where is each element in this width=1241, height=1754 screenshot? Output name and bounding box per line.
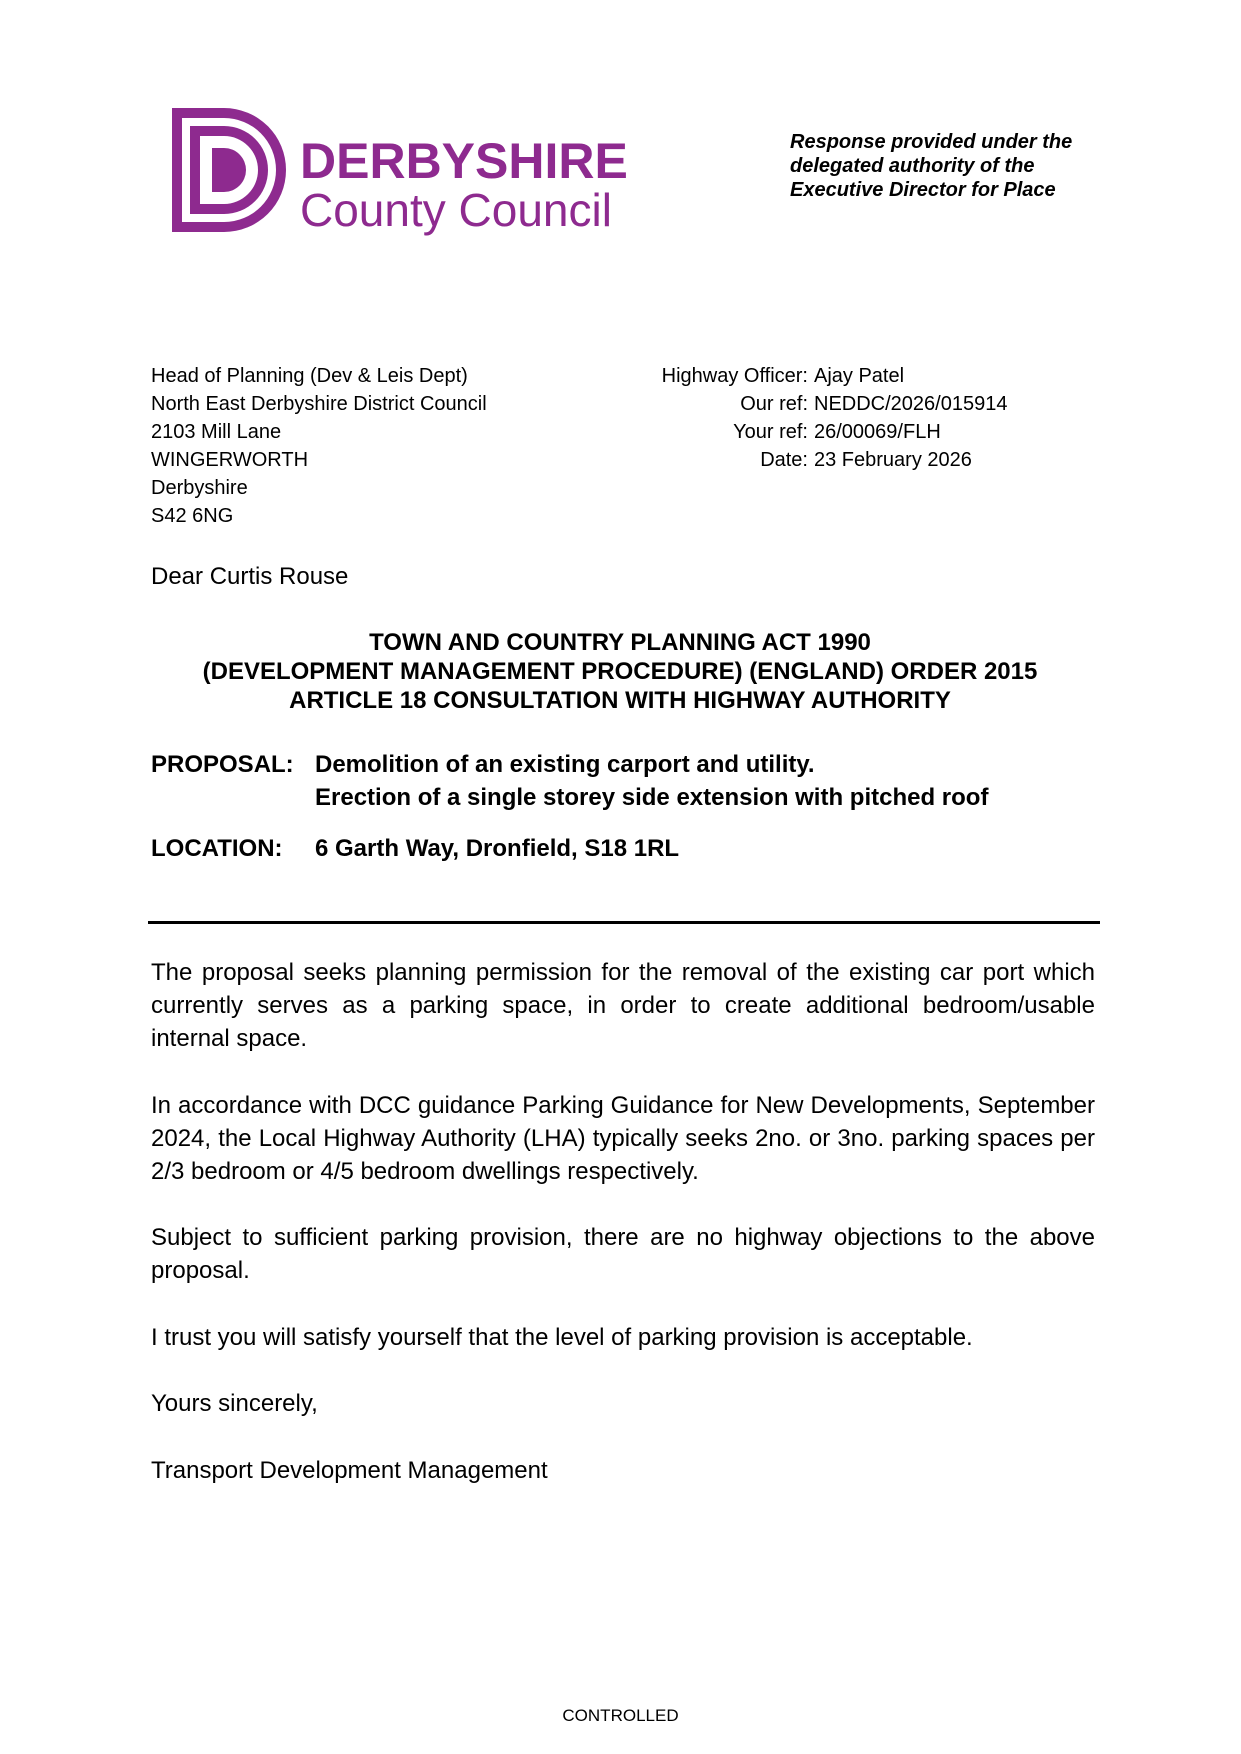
ref-value: 23 February 2026 [814, 449, 972, 471]
ref-label: Our ref: [740, 393, 808, 415]
proposal-line: Erection of a single storey side extension with pitched roof [315, 784, 989, 811]
derbyshire-logo [172, 108, 632, 238]
signature: Transport Development Management [151, 1457, 548, 1484]
ref-highway-officer [620, 362, 1015, 390]
reference-block [620, 362, 1015, 474]
authority-note-line: delegated authority of the [790, 155, 1035, 177]
authority-note-line: Response provided under the [790, 131, 1073, 153]
authority-note-line: Executive Director for Place [790, 179, 1056, 201]
closing: Yours sincerely, [151, 1390, 318, 1417]
address-line: North East Derbyshire District Council [151, 393, 487, 415]
ref-label: Highway Officer: [661, 365, 808, 387]
ref-value: Ajay Patel [814, 365, 905, 387]
address-line: S42 6NG [151, 505, 234, 527]
authority-note [790, 130, 1120, 202]
derbyshire-logo-mark [172, 108, 632, 238]
logo-line2: County Council [300, 184, 612, 236]
body-paragraph: Subject to sufficient parking provision, there are no highway objections to the above proposal. [151, 1224, 1095, 1284]
heading-line: (DEVELOPMENT MANAGEMENT PROCEDURE) (ENGLAND) ORDER 2015 [202, 658, 1038, 685]
address-line: 2103 Mill Lane [151, 421, 282, 443]
letter-heading [140, 628, 1100, 715]
proposal-label: PROPOSAL: [151, 751, 294, 778]
address-line: WINGERWORTH [151, 449, 309, 471]
ref-our-ref [620, 390, 1015, 418]
location-label: LOCATION: [151, 835, 283, 862]
proposal-line: Demolition of an existing carport and utility. [315, 751, 815, 778]
proposal-value [315, 748, 988, 814]
section-divider [148, 921, 1100, 924]
body-paragraph: I trust you will satisfy yourself that the level of parking provision is acceptable. [151, 1324, 973, 1351]
location-value: 6 Garth Way, Dronfield, S18 1RL [315, 835, 680, 862]
recipient-address [151, 362, 487, 530]
body-paragraph: The proposal seeks planning permission for the removal of the existing car port which currently serves as a parking space, in order to create additional bedroom/usable internal space. [151, 959, 1095, 1052]
body-paragraph: In accordance with DCC guidance Parking Guidance for New Developments, September 2024, the Local Highway Authority (LHA) typically seeks 2no. or 3no. parking spaces per 2/3 bedroom or 4/5 bedroom dwellings respectively. [151, 1092, 1095, 1185]
ref-label: Date: [760, 449, 808, 471]
logo-line1: DERBYSHIRE [300, 133, 628, 189]
ref-value: 26/00069/FLH [814, 421, 941, 443]
location-section [151, 832, 679, 865]
address-line: Head of Planning (Dev & Leis Dept) [151, 365, 468, 387]
proposal-section [151, 748, 988, 814]
ref-date [620, 446, 1015, 474]
salutation: Dear Curtis Rouse [151, 563, 349, 590]
footer-classification: CONTROLLED [562, 1706, 679, 1725]
ref-your-ref [620, 418, 1015, 446]
ref-label: Your ref: [733, 421, 808, 443]
ref-value: NEDDC/2026/015914 [814, 393, 1008, 415]
heading-line: ARTICLE 18 CONSULTATION WITH HIGHWAY AUTHORITY [289, 687, 951, 714]
address-line: Derbyshire [151, 477, 248, 499]
heading-line: TOWN AND COUNTRY PLANNING ACT 1990 [369, 629, 871, 656]
